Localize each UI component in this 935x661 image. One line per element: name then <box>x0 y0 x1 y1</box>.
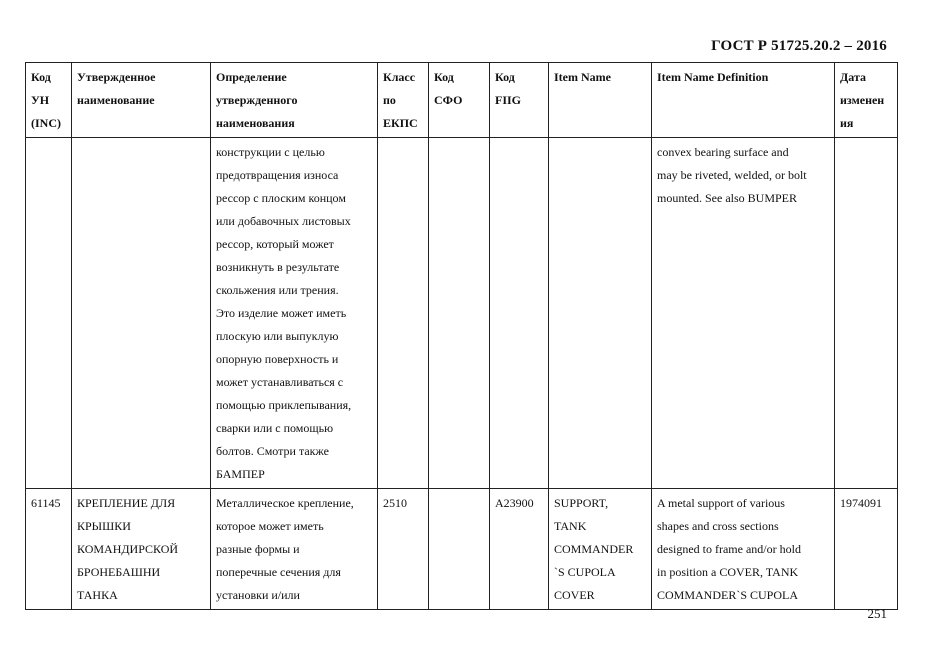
text-line: поперечные сечения для <box>216 565 341 579</box>
text-line: Item Name Definition <box>657 70 769 84</box>
cell-item-name <box>549 138 652 489</box>
text-line: Класс <box>383 70 416 84</box>
table-header-row <box>26 63 898 138</box>
text-line: БАМПЕР <box>216 467 265 481</box>
text-line: конструкции с целью <box>216 145 325 159</box>
text-line: которое может иметь <box>216 519 324 533</box>
text-line: `S CUPOLA <box>554 565 616 579</box>
text-line: КОМАНДИРСКОЙ <box>77 542 179 556</box>
text-line: TANK <box>554 519 587 533</box>
text-line: (INC) <box>31 116 61 130</box>
table-row <box>26 138 898 489</box>
col-header-approved-name <box>72 63 211 138</box>
table-row <box>26 489 898 610</box>
text-line: in position a COVER, TANK <box>657 565 799 579</box>
text-line: опорную поверхность и <box>216 352 339 366</box>
text-line: Металлическое крепление, <box>216 496 354 510</box>
cell-definition-en <box>652 138 835 489</box>
text-line: Item Name <box>554 70 611 84</box>
text-line: Код <box>31 70 51 84</box>
text-line: КРЫШКИ <box>77 519 131 533</box>
text-line: предотвращения износа <box>216 168 339 182</box>
text-line: рессор, который может <box>216 237 334 251</box>
cell-date <box>835 138 898 489</box>
text-line: установки и/или <box>216 588 300 602</box>
text-line: Код <box>434 70 454 84</box>
cell-sfo <box>429 489 490 610</box>
document-code: ГОСТ Р 51725.20.2 – 2016 <box>711 38 887 54</box>
text-line: mounted. See also BUMPER <box>657 191 797 205</box>
cell-definition-ru <box>211 489 378 610</box>
cell-definition-ru <box>211 138 378 489</box>
text-line: shapes and cross sections <box>657 519 779 533</box>
text-line: изменен <box>840 93 885 107</box>
col-header-fiig <box>490 63 549 138</box>
text-line: рессор с плоским концом <box>216 191 346 205</box>
cell-fiig <box>490 138 549 489</box>
text-line: возникнуть в результате <box>216 260 340 274</box>
col-header-inc <box>26 63 72 138</box>
text-line: по <box>383 93 396 107</box>
text-line: БРОНЕБАШНИ <box>77 565 161 579</box>
text-line: Это изделие может иметь <box>216 306 347 320</box>
text-line: SUPPORT, <box>554 496 609 510</box>
text-line: COMMANDER`S CUPOLA <box>657 588 799 602</box>
text-line: болтов. Смотри также <box>216 444 329 458</box>
text-line: A metal support of various <box>657 496 785 510</box>
col-header-definition-ru <box>211 63 378 138</box>
col-header-definition-en <box>652 63 835 138</box>
text-line: помощью приклепывания, <box>216 398 352 412</box>
text-line: designed to frame and/or hold <box>657 542 801 556</box>
text-line: Утвержденное <box>77 70 156 84</box>
text-line: или добавочных листовых <box>216 214 351 228</box>
text-line: ЕКПС <box>383 116 418 130</box>
text-line: УН <box>31 93 50 107</box>
text-line: FIIG <box>495 93 522 107</box>
text-line: наименования <box>216 116 295 130</box>
cell-sfo <box>429 138 490 489</box>
cell-inc <box>26 138 72 489</box>
text-line: может устанавливаться с <box>216 375 344 389</box>
text-line: ия <box>840 116 854 130</box>
text-line: COVER <box>554 588 595 602</box>
text-line: convex bearing surface and <box>657 145 789 159</box>
text-line: may be riveted, welded, or bolt <box>657 168 807 182</box>
text-line: ТАНКА <box>77 588 118 602</box>
cell-class <box>378 138 429 489</box>
cell-definition-en <box>652 489 835 610</box>
col-header-date <box>835 63 898 138</box>
cell-inc: 61145 <box>26 489 72 610</box>
cell-item-name <box>549 489 652 610</box>
text-line: Дата <box>840 70 866 84</box>
text-line: плоскую или выпуклую <box>216 329 339 343</box>
text-line: сварки или с помощью <box>216 421 334 435</box>
cell-fiig: A23900 <box>490 489 549 610</box>
page-number: 251 <box>867 606 887 621</box>
item-table <box>25 62 898 610</box>
text-line: утвержденного <box>216 93 298 107</box>
cell-class: 2510 <box>378 489 429 610</box>
text-line: СФО <box>434 93 463 107</box>
cell-date: 1974091 <box>835 489 898 610</box>
text-line: наименование <box>77 93 155 107</box>
text-line: КРЕПЛЕНИЕ ДЛЯ <box>77 496 176 510</box>
text-line: COMMANDER <box>554 542 634 556</box>
cell-approved-name <box>72 138 211 489</box>
text-line: Определение <box>216 70 287 84</box>
text-line: разные формы и <box>216 542 300 556</box>
col-header-sfo <box>429 63 490 138</box>
text-line: скольжения или трения. <box>216 283 339 297</box>
text-line: Код <box>495 70 515 84</box>
col-header-class <box>378 63 429 138</box>
col-header-item-name <box>549 63 652 138</box>
cell-approved-name <box>72 489 211 610</box>
